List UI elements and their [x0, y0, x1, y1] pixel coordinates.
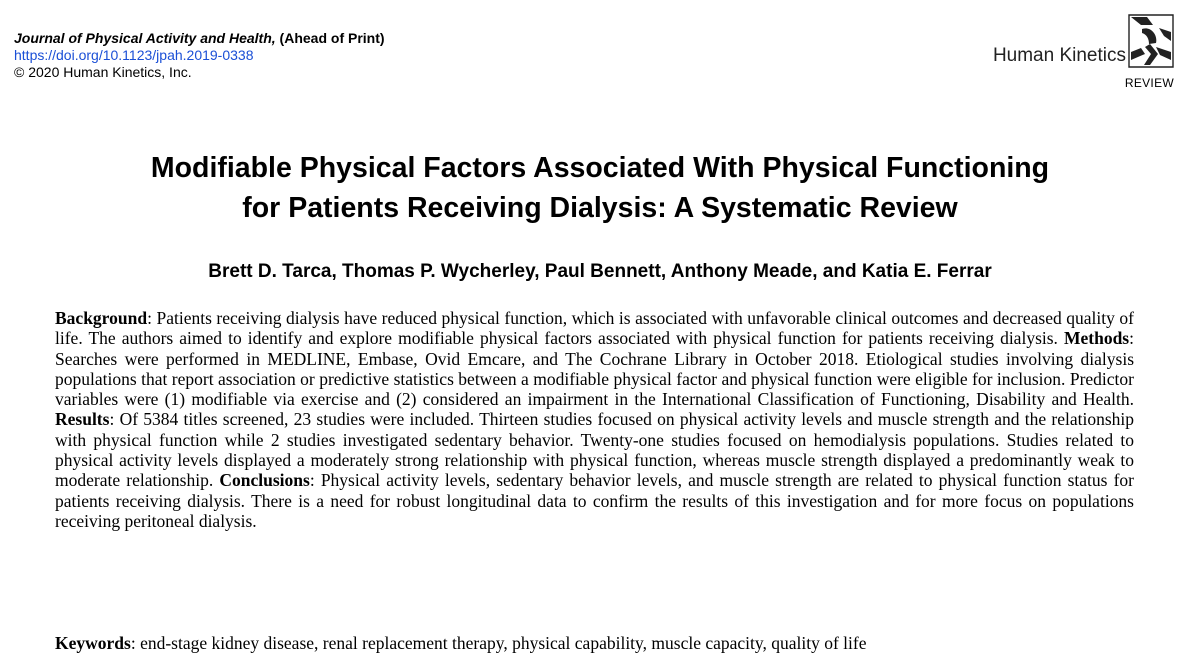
- keywords-text: : end-stage kidney disease, renal replacement therapy, physical capability, muscle capacity, quality of life: [130, 633, 867, 653]
- journal-status: (Ahead of Print): [275, 30, 385, 46]
- journal-citation-line: [14, 30, 385, 47]
- methods-heading: Methods: [1063, 328, 1130, 349]
- journal-header: [14, 30, 385, 81]
- keywords-heading: Keywords: [55, 633, 131, 653]
- background-heading: Background: [55, 308, 148, 328]
- conclusions-text: : Physical activity levels, sedentary behavior levels, and muscle strength are related to physical function status for patients receiving dialysis. There is a need for robust longitudinal data to confirm the results of this investigation and for more focus on populations receiving peritoneal dialysis.: [55, 470, 1134, 531]
- conclusions-heading: Conclusions: [219, 470, 310, 491]
- abstract: [55, 308, 1134, 531]
- title-line-1: Modifiable Physical Factors Associated With Physical Functioning: [150, 152, 1050, 184]
- methods-text: : Searches were performed in MEDLINE, Embase, Ovid Emcare, and The Cochrane Library in October 2018. Etiological studies involving dialysis populations that report association or predictive statistics between a modifiable physical factor and physical function were eligible for inclusion. Predictor variables were (1) modifiable via exercise and (2) considered an impairment in the International Classification of Functioning, Disability and Health.: [55, 328, 1134, 410]
- article-type-label: REVIEW: [1124, 76, 1174, 90]
- copyright-notice: © 2020 Human Kinetics, Inc.: [14, 64, 192, 80]
- results-heading: Results: [55, 409, 110, 430]
- author-list: Brett D. Tarca, Thomas P. Wycherley, Paul Bennett, Anthony Meade, and Katia E. Ferrar: [208, 261, 992, 282]
- publisher-branding: [974, 14, 1174, 94]
- background-text: : Patients receiving dialysis have reduced physical function, which is associated with unfavorable clinical outcomes and decreased quality of life. The authors aimed to identify and explore modifiable physical factors associated with physical function for patients receiving dialysis.: [55, 308, 1134, 349]
- paper-title: [0, 148, 1200, 228]
- results-text: : Of 5384 titles screened, 23 studies were included. Thirteen studies focused on physical activity levels and muscle strength and the relationship with physical function while 2 studies investigated sedentary behavior. Twenty-one studies focused on hemodialysis populations. Studies related to physical activity levels displayed a moderately strong relationship with physical function, whereas muscle strength displayed a predominantly weak to moderate relationship.: [55, 409, 1134, 491]
- doi-link[interactable]: https://doi.org/10.1123/jpah.2019-0338: [14, 47, 254, 63]
- human-kinetics-logo-icon: [1128, 14, 1174, 68]
- keywords: [55, 633, 1155, 654]
- publisher-name: Human Kinetics: [992, 45, 1126, 66]
- title-line-2: for Patients Receiving Dialysis: A Systematic Review: [242, 192, 958, 224]
- journal-name: Journal of Physical Activity and Health,: [14, 30, 276, 46]
